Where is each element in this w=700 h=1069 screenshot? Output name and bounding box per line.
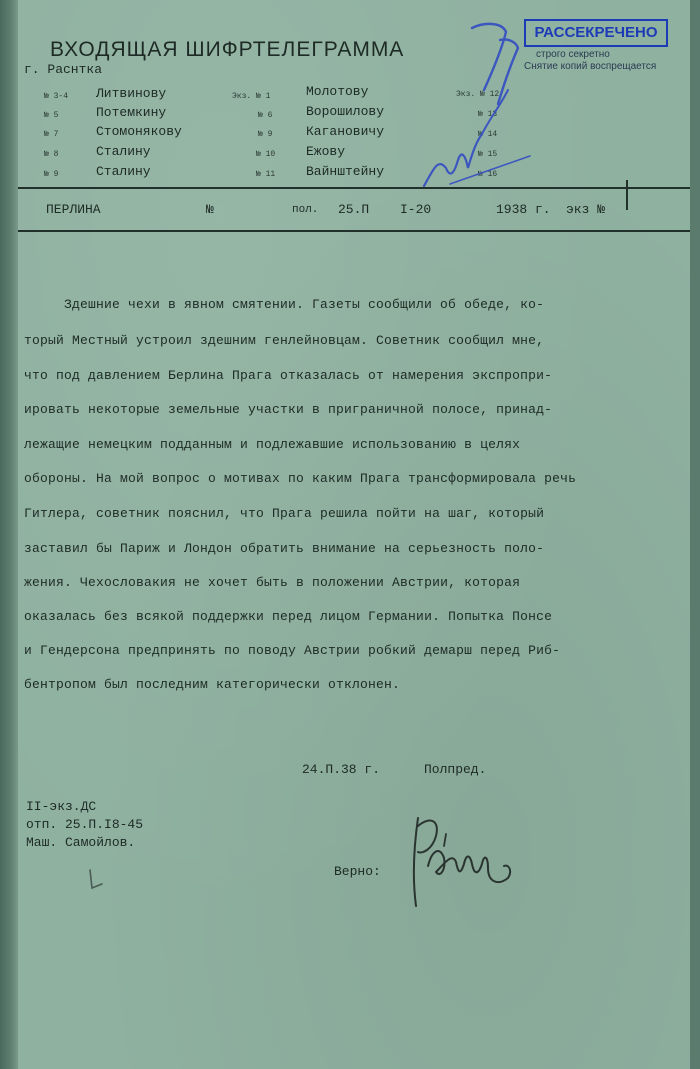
header-rule-top [18, 187, 690, 189]
copy-label: экз № [566, 202, 606, 217]
body-line: Здешние чехи в явном смятении. Газеты сообщили об обеде, ко- [64, 297, 545, 312]
recipient-number: Экз. № 1 [232, 92, 271, 101]
route-label: г. Раснтка [24, 62, 103, 77]
recipient-number: № 9 [44, 170, 59, 179]
header-rule-bottom [18, 230, 690, 232]
recipient-name: Ворошилову [306, 104, 385, 119]
copy-number: № 13 [478, 110, 498, 119]
body-line: ировать некоторые земельные участки в приграничной полосе, принад- [24, 402, 553, 417]
recipient-number: № 5 [44, 111, 59, 120]
signoff-title: Полпред. [424, 762, 487, 777]
footer-note: II-экз.ДС [26, 799, 97, 814]
body-line: заставил бы Париж и Лондон обратить внимание на серьезность поло- [24, 541, 545, 556]
recipient-number: № 3-4 [44, 92, 69, 101]
body-line: лежащие немецким подданным и подлежавшие использованию в целях [24, 437, 521, 452]
received-date: 25.П [338, 202, 370, 217]
signature-icon [400, 806, 530, 916]
body-line: обороны. На мой вопрос о мотивах по каким Прага трансформировала речь [24, 471, 577, 486]
page-edge [690, 0, 700, 1069]
copy-number: Экз. № 12 [456, 90, 500, 99]
body-line: и Гендерсона предпринять по поводу Австрии робкий демарш перед Риб- [24, 643, 561, 658]
recipient-name: Кагановичу [306, 124, 385, 139]
body-line: жения. Чехословакия не хочет быть в положении Австрии, которая [24, 575, 521, 590]
copy-number: № 14 [478, 130, 498, 139]
recipient-name: Ежову [306, 144, 346, 159]
footer-note: Маш. Самойлов. [26, 835, 136, 850]
recipient-number: № 9 [258, 130, 273, 139]
recipient-name: Сталину [96, 164, 151, 179]
certified-label: Верно: [334, 864, 381, 879]
body-line: что под давлением Берлина Прага отказалась от намерения экспропри- [24, 368, 553, 383]
folder-spine [0, 0, 18, 1069]
body-line: Гитлера, советник пояснил, что Прага решила пойти на шаг, который [24, 506, 545, 521]
body-line: бентропом был последним категорически отклонен. [24, 677, 401, 692]
recipient-number: № 6 [258, 111, 273, 120]
stamp-secret-line: строго секретно [536, 49, 610, 60]
recipient-name: Вайнштейну [306, 164, 385, 179]
recipient-number: № 8 [44, 150, 59, 159]
footer-note: отп. 25.П.I8-45 [26, 817, 144, 832]
tick-mark [626, 180, 628, 210]
signoff-date: 24.П.38 г. [302, 762, 381, 777]
stamp-copy-line: Снятие копий воспрещается [524, 61, 657, 72]
recipient-number: № 11 [256, 170, 276, 179]
copy-number: № 16 [478, 170, 498, 179]
year: 1938 г. [496, 202, 551, 217]
origin-city: ПЕРЛИНА [46, 202, 101, 217]
handwritten-annotation-icon [410, 18, 540, 198]
copy-number: № 15 [478, 150, 498, 159]
declassified-stamp: РАССЕКРЕЧЕНО [524, 19, 668, 47]
recipient-name: Молотову [306, 84, 369, 99]
number-label: № [206, 202, 214, 217]
recipient-number: № 7 [44, 130, 59, 139]
received-time: I-20 [400, 202, 432, 217]
telegram-sheet [18, 0, 690, 1069]
recipient-number: № 10 [256, 150, 276, 159]
received-label: пол. [292, 204, 319, 216]
pencil-tick-icon [84, 866, 108, 896]
body-line: торый Местный устроил здешним генлейновцам. Советник сообщил мне, [24, 333, 545, 348]
document-title: ВХОДЯЩАЯ ШИФРТЕЛЕГРАММА [50, 38, 405, 61]
recipient-name: Сталину [96, 144, 151, 159]
recipient-name: Литвинову [96, 86, 167, 101]
body-line: оказалась без всякой поддержки перед лицом Германии. Попытка Понсе [24, 609, 553, 624]
recipient-name: Потемкину [96, 105, 167, 120]
recipient-name: Стомонякову [96, 124, 182, 139]
